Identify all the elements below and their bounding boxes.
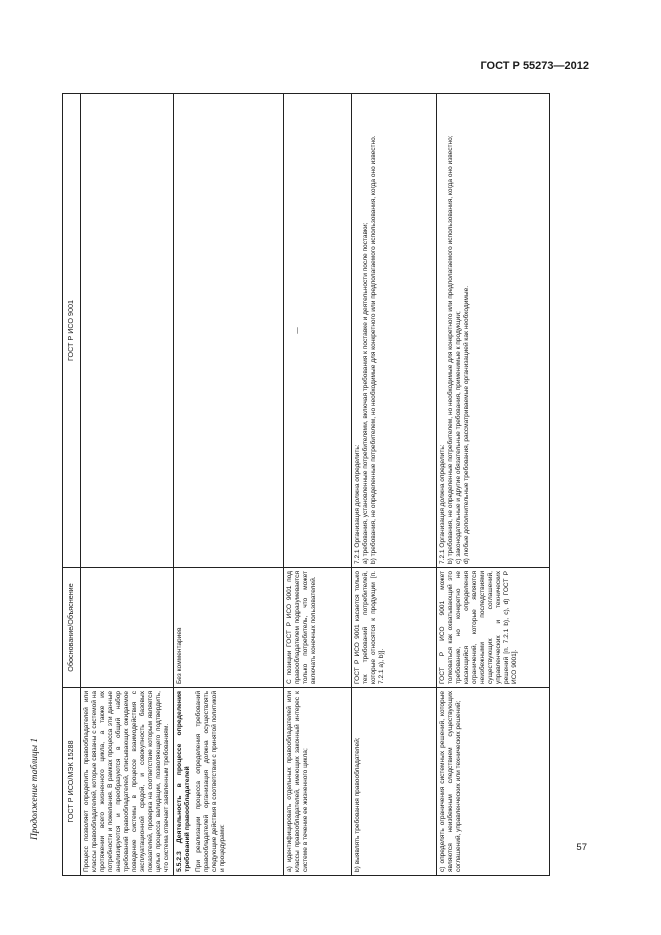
comparison-table: [62, 93, 550, 876]
table-row: [351, 93, 436, 875]
clause-item: а) требования, установленные потребителями, включая требования к поставке и деятельности после поставки;: [361, 222, 369, 564]
table-caption: Продолжение таблицы 1: [30, 737, 40, 840]
activities-intro-text: При реализации процесса определения требований правообладателей организация должна осуществлять следующие действия в соответствии с принятой политикой и процедурами:: [195, 691, 227, 872]
clause-item: c) законодательные и другие обязательные требования, применимые к продукции;: [454, 311, 462, 564]
table-header-row: [63, 93, 81, 875]
dash-mark: —: [293, 327, 301, 334]
cell-item-c-justification: ГОСТ Р ИСО 9001 может толковаться как охватывающий это требование, но конкретно не касающийся определения ограничений, которые являются неизбежными последствиями существующих соглашений, управленческих и технических решений [п. 7.2.1 b), c), d) ГОСТ Р ИСО 9001].: [436, 568, 549, 688]
clause-heading: 7.2.1 Организация должна определить:: [438, 444, 446, 564]
cell-item-b: b) выявлять требования правообладателей;: [351, 688, 436, 876]
cell-9001-empty: [81, 93, 174, 567]
table-row: [283, 93, 351, 875]
column-header-9001: ГОСТ Р ИСО 9001: [63, 93, 81, 567]
cell-process-description: Процесс позволяет определить правообладателей или классы правообладателей, которые связаны с системой на протяжении всего жизненного цикла, а также их потребности и пожелания. В рамках процесса эти данные анализируются и преобразуются в общий набор требований правообладателей, описывающих ожидаемое поведение системы в процессе взаимодействия с эксплуатационной средой, и совокупность базовых показателей, проверка на соответствие которым является целью процесса валидации, позволяющего подтвердить, что система отвечает заявленным требованиям.: [81, 688, 174, 876]
cell-item-c-9001: [436, 93, 549, 567]
clause-item: b) требования, не определенные потребителем, но необходимые для конкретного или предполагаемого использования, когда оно известно.: [369, 135, 377, 564]
cell-no-comments: Без комментариев: [173, 568, 283, 688]
cell-item-b-9001: [351, 93, 436, 567]
cell-item-a-justification: С позиции ГОСТ Р ИСО 9001 под правообладателем подразумевается только потребитель, что может включать конечных пользователей.: [283, 568, 351, 688]
rotated-table-container: [62, 94, 550, 876]
table-row: [81, 93, 174, 875]
cell-activities-intro: [173, 688, 283, 876]
cell-9001-intro-empty: [173, 93, 283, 567]
document-code: ГОСТ Р 55273—2012: [480, 60, 589, 72]
cell-justification-empty: [81, 568, 174, 688]
column-header-15288: ГОСТ Р ИСО/МЭК 15288: [63, 688, 81, 876]
cell-item-a-9001: [283, 93, 351, 567]
clause-item: d) любые дополнительные требования, рассматриваемые организацией как необходимые.: [462, 285, 470, 564]
clause-item: b) требования, не определенные потребителем, но необходимые для конкретного или предполагаемого использования, когда оно известно;: [446, 135, 454, 564]
cell-item-a: а) идентифицировать отдельных правообладателей или классы правообладателей, имеющих законный интерес к системе в течение ее жизненного цикла;: [283, 688, 351, 876]
cell-item-b-justification: ГОСТ Р ИСО 9001 касается только тех требований потребителей, которые относятся к продукции [п. 7.2.1 а), b)].: [351, 568, 436, 688]
column-header-justification: Обоснование/Объяснение: [63, 568, 81, 688]
page-number: 57: [576, 842, 587, 853]
cell-item-c: с) определять ограничения системных решений, которые являются неизбежным следствием существующих соглашений, управленческих или технических решений;: [436, 688, 549, 876]
table-row: [173, 93, 283, 875]
section-title: 5.5.2.3 Деятельность в процессе определения требований правообладателей: [175, 691, 192, 872]
table-row: [436, 93, 549, 875]
clause-heading: 7.2.1 Организация должна определить:: [353, 444, 361, 564]
